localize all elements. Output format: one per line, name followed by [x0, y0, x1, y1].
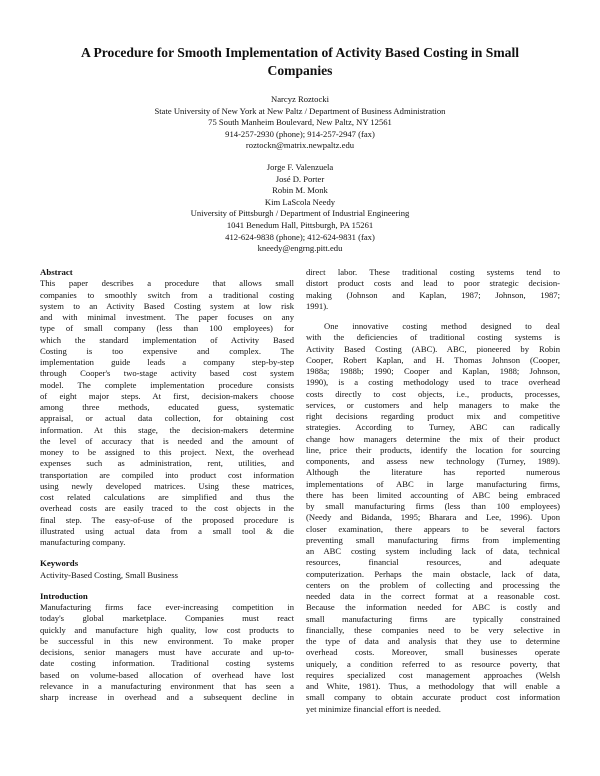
- abstract-line: transportation are compiled into product cost information: [40, 469, 294, 480]
- abstract-body: [40, 278, 294, 548]
- body-line: 1988a; 1988b; 1990; Cooper and Kaplan, 1988; Johnson,: [306, 366, 560, 376]
- body-line: 1991).: [306, 300, 329, 311]
- intro-line: decisions, senior managers must have accurate and up-to-: [40, 647, 294, 657]
- author-name: Robin M. Monk: [272, 185, 328, 196]
- author-email: roztockn@matrix.newpaltz.edu: [245, 140, 355, 151]
- introduction-heading: Introduction: [40, 590, 88, 601]
- author-name: Kim LaScola Needy: [264, 196, 336, 207]
- paper-title: [40, 44, 560, 80]
- abstract-line: through Cooper's two-stage activity based cost system: [40, 368, 294, 379]
- author-phone-fax: 914-257-2930 (phone); 914-257-2947 (fax): [225, 128, 375, 139]
- intro-continuation: [306, 267, 560, 312]
- body-line: One innovative costing method designed to deal: [324, 321, 560, 331]
- body-line: by small manufacturing firms (less than 100 employees): [306, 501, 560, 511]
- keywords-heading: Keywords: [40, 558, 79, 569]
- right-column: [306, 267, 560, 715]
- author-name: Jorge F. Valenzuela: [266, 162, 334, 172]
- body-line: direct labor. These traditional costing systems tend to: [306, 267, 560, 277]
- abstract-line: implementation guide leads a company step-by-step: [40, 357, 294, 367]
- body-line: (Needy and Bidanda, 1995; Bharara and Lee, 1996). Upon: [306, 512, 560, 523]
- body-line: change how managers determine the mix of their product: [306, 433, 560, 444]
- author-affiliation: University of Pittsburgh / Department of Industrial Engineering: [190, 208, 410, 219]
- intro-line: be successful in this new environment. To make proper: [40, 635, 294, 646]
- body-line: right decisions regarding product mix and competitive: [306, 411, 560, 421]
- abstract-line: manufacturing company.: [40, 537, 126, 547]
- author-block-2: [60, 162, 540, 255]
- abstract-line: the level of accuracy that is needed and the amount of: [40, 435, 294, 446]
- body-line: 1990), is a costing methodology used to trace overhead: [306, 377, 560, 388]
- left-column: [40, 267, 294, 703]
- body-line: centers on the problem of collecting and processing the: [306, 579, 560, 590]
- intro-line: based on volume-based allocation of overhead have lost: [40, 669, 294, 680]
- body-line: the type of data and analysis that they use to determine: [306, 636, 560, 646]
- intro-line: today's global marketplace. Companies must react: [40, 613, 294, 624]
- body-line: closer examination, there appears to be several factors: [306, 523, 560, 534]
- abstract-line: of eight major steps. At first, decision-makers choose: [40, 390, 294, 401]
- body-line: and White, 1981). Thus, a methodology that will enable a: [306, 681, 560, 691]
- abstract-line: using newly developed matrices. Using these matrices,: [40, 480, 294, 491]
- title-line: Companies: [267, 63, 333, 78]
- body-line: line, price their products, identify the location for sourcing: [306, 444, 560, 455]
- abstract-line: model. The complete implementation procedure consists: [40, 379, 294, 390]
- abstract-line: money to be assigned to this project. Next, the overhead: [40, 447, 294, 457]
- body-line: components, and assess new technology (Turney, 1989).: [306, 456, 560, 466]
- abstract-line: system to an Activity Based Costing system at low risk: [40, 300, 294, 311]
- body-line: preventing small manufacturing firms from implementing: [306, 534, 560, 545]
- body-line: resources, financial resources, and adequate: [306, 557, 560, 568]
- introduction-body: [40, 602, 294, 703]
- author-name: José D. Porter: [275, 173, 325, 184]
- author-address: 1041 Benedum Hall, Pittsburgh, PA 15261: [226, 219, 374, 230]
- abstract-line: expenses such as administration, rent, utilities, and: [40, 458, 294, 469]
- body-line: Because the information needed for ABC is costly and: [306, 602, 560, 613]
- body-line: computerization. Perhaps the main obstacle, lack of data,: [306, 568, 560, 579]
- intro-line: sharp increase in overhead and a subsequent decline in: [40, 692, 294, 702]
- body-line: distort product costs and lead to poor strategic decision-: [306, 278, 560, 289]
- abstract-line: final step. The easy-of-use of the proposed procedure is: [40, 514, 294, 525]
- body-line: financially, these companies need to be very selective in: [306, 624, 560, 635]
- abstract-line: among three methods, educated guess, systematic: [40, 402, 294, 412]
- abstract-line: Costing is too expensive and complex. The: [40, 345, 294, 356]
- title-line: A Procedure for Smooth Implementation of Activity Based Costing in Small: [80, 45, 520, 60]
- abstract-line: appraisal, or actual data collection, for obtaining cost: [40, 413, 294, 424]
- intro-line: date costing information. Traditional costing systems: [40, 658, 294, 669]
- author-address: 75 South Manheim Boulevard, New Paltz, NY 12561: [208, 117, 392, 128]
- abstract-line: overhead costs are easily traced to the cost objects in the: [40, 503, 294, 514]
- body-line: strategies. According to Turney, ABC can radically: [306, 422, 560, 433]
- body-line: yet minimize financial effort is needed.: [306, 703, 441, 714]
- body-line: requires specialized cost management approaches (Welsh: [306, 669, 560, 680]
- body-line: small manufacturing firms are typically constrained: [306, 613, 560, 624]
- body-line: there has been limited accounting of ABC being embraced: [306, 489, 560, 500]
- abstract-heading: Abstract: [40, 267, 73, 277]
- body-line: Cooper, Robert Kaplan, and H. Thomas Johnson (Cooper,: [306, 354, 560, 365]
- intro-line: Manufacturing firms face ever-increasing competition in: [40, 602, 294, 612]
- abstract-line: companies to smoothly switch from a traditional costing: [40, 289, 294, 300]
- abstract-line: which the standard implementation of Activity Based: [40, 334, 294, 345]
- body-line: services, or customers and help managers to make the: [306, 399, 560, 410]
- abstract-line: type of small company (less than 100 employees) for: [40, 323, 294, 334]
- abstract-line: cost related calculations are simplified and thus the: [40, 492, 294, 502]
- body-line: needed data in the correct format at a reasonable cost.: [306, 591, 560, 601]
- author-name: Narcyz Roztocki: [271, 94, 329, 104]
- intro-line: quickly and manufacture high quality, low cost products to: [40, 624, 294, 635]
- abstract-line: illustrated using actual data from a small tool & die: [40, 525, 294, 536]
- body-line: overhead costs. Moreover, small businesses operate: [306, 647, 560, 658]
- abc-paragraph: [306, 321, 560, 715]
- abstract-line: This paper describes a procedure that allows small: [40, 278, 294, 289]
- body-line: Although the literature has reported numerous: [306, 467, 560, 478]
- body-line: an ABC costing system including lack of data, technical: [306, 546, 560, 556]
- body-line: making (Johnson and Kaplan, 1987; Johnson, 1987;: [306, 289, 560, 300]
- body-line: implementations of ABC in large manufacturing firms,: [306, 478, 560, 489]
- body-line: uniquely, a condition referred to as resource poverty, that: [306, 658, 560, 669]
- author-phone-fax: 412-624-9838 (phone); 412-624-9831 (fax): [225, 231, 375, 242]
- abstract-line: and with minimal investment. The paper focuses on any: [40, 312, 294, 322]
- keywords-text: Activity-Based Costing, Small Business: [40, 569, 178, 580]
- author-email: kneedy@engrng.pitt.edu: [257, 243, 343, 254]
- author-block-1: [60, 94, 540, 152]
- body-line: with the deficiencies of traditional costing systems is: [306, 332, 560, 343]
- intro-line: relevance in a manufacturing environment that has seen a: [40, 680, 294, 691]
- body-line: costs directly to cost objects, i.e., products, processes,: [306, 388, 560, 399]
- body-line: small company to obtain accurate product cost information: [306, 692, 560, 703]
- abstract-line: information. At this stage, the decision-makers determine: [40, 424, 294, 435]
- author-affiliation: State University of New York at New Paltz / Department of Business Administration: [154, 105, 446, 116]
- body-line: Activity Based Costing (ABC). ABC, pioneered by Robin: [306, 343, 560, 354]
